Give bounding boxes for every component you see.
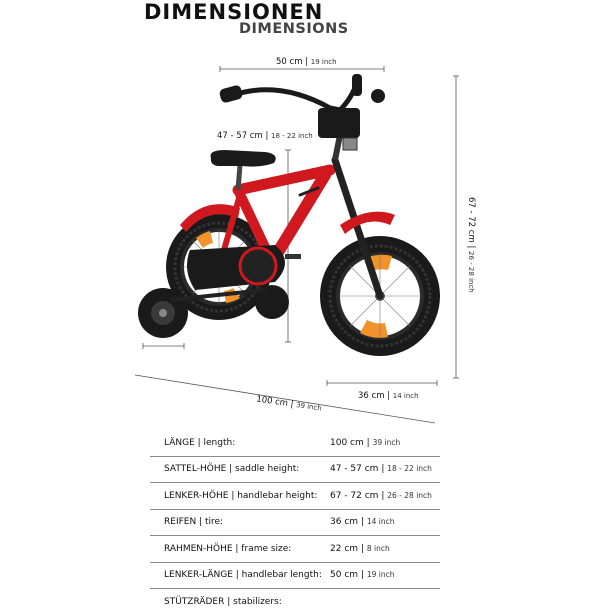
spec-value-cm: 36 cm [330,517,359,528]
table-row [150,456,440,483]
seat-post [238,165,240,190]
handlebar-height-sep: | [466,245,476,249]
spec-sep: | [366,437,370,448]
spec-label: STÜTZRÄDER | stabilizers: [164,596,282,607]
spec-value-inch: 39 inch [372,437,401,447]
table-row [150,589,440,615]
table-row [150,483,440,510]
tire-sep: | [387,391,391,401]
spec-sep: | [360,517,364,528]
spec-value [330,589,440,615]
spec-label: REIFEN | tire: [150,509,330,536]
spec-value [330,483,440,510]
tire-value: 36 cm [358,391,385,401]
title-english: DIMENSIONS [239,21,349,37]
table-row [150,430,440,456]
spec-value-inch: 14 inch [366,517,395,527]
handlebar-width-value: 50 cm [276,57,303,67]
length-value: 100 cm [255,394,289,409]
saddle-height-value: 47 - 57 cm [217,131,263,141]
spec-label: LENKER-LÄNGE | handlebar length: [150,562,330,589]
handlebar-height-value: 67 - 72 cm [466,197,476,243]
table-row [150,562,440,589]
handlebar [219,74,385,160]
handlebar-height-inch: 26 - 28 inch [467,251,475,293]
spec-value-inch: 19 inch [366,570,395,580]
spec-value-cm: 47 - 57 cm [330,464,379,475]
spec-value-inch: 26 - 28 inch [387,490,432,500]
front-fender [340,212,395,234]
spec-value [330,562,440,589]
spec-value-cm: 22 cm [330,543,359,554]
spec-value-cm: 50 cm [330,570,359,581]
spec-sep: | [360,570,364,581]
spec-sep: | [360,543,364,554]
saddle-height-inch: 18 - 22 inch [271,132,313,140]
spec-value-cm: 100 cm [330,437,364,448]
spec-value-inch: 8 inch [366,543,390,553]
title-german: DIMENSIONEN [144,0,324,24]
tire-inch: 14 inch [392,392,419,400]
spec-label: SATTEL-HÖHE | saddle height: [150,456,330,483]
spec-value [330,536,440,563]
saddle-height-sep: | [265,131,269,141]
spec-value [330,509,440,536]
spec-label: LÄNGE | length: [150,430,330,456]
spec-table [150,430,440,615]
spec-value [330,456,440,483]
saddle-height-label [217,131,313,141]
handlebar-width-label [276,57,337,67]
table-row [150,536,440,563]
spec-sep: | [381,490,385,501]
handlebar-height-label [466,197,476,293]
tire-label [358,391,419,401]
length-inch: 39 inch [295,401,323,413]
table-row [150,509,440,536]
spec-label: LENKER-HÖHE | handlebar height: [150,483,330,510]
handlebar-width-sep: | [305,57,309,67]
spec-value [330,430,440,456]
spec-value-cm: 67 - 72 cm [330,490,379,501]
saddle [211,150,276,167]
spec-value-inch: 18 - 22 inch [387,464,432,474]
spec-sep: | [381,464,385,475]
length-sep: | [289,399,295,410]
spec-label: RAHMEN-HÖHE | frame size: [150,536,330,563]
handlebar-width-inch: 19 inch [310,58,337,66]
